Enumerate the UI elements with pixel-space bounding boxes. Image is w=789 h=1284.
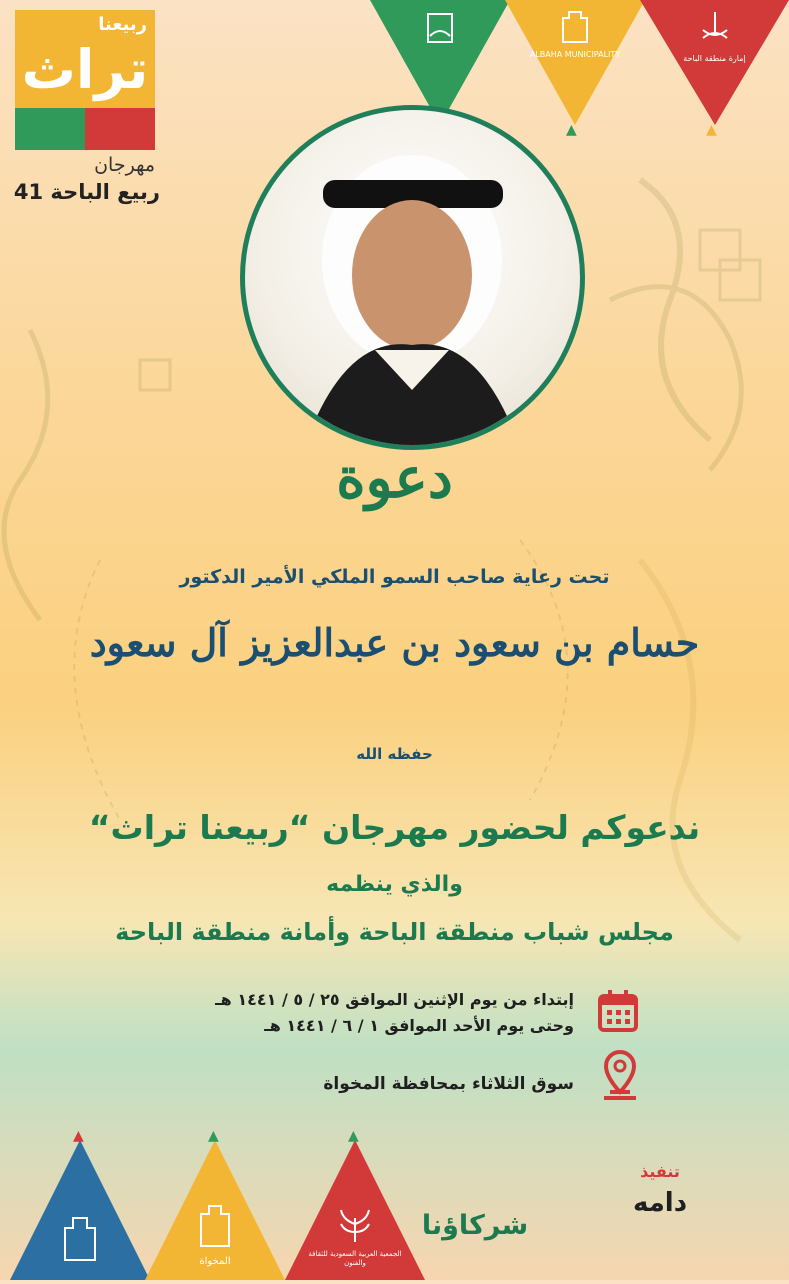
organizer-intro: والذي ينظمه	[326, 872, 463, 897]
festival-label: مهرجان	[94, 154, 155, 176]
pennant-emirate	[640, 0, 789, 140]
patronage-line: تحت رعاية صاحب السمو الملكي الأمير الدكتور	[179, 566, 610, 588]
partners-label: شركاؤنا	[421, 1210, 529, 1241]
location-text: سوق الثلاثاء بمحافظة المخواة	[323, 1074, 574, 1094]
tower-icon	[193, 1200, 237, 1250]
location-pin-icon	[600, 1048, 640, 1108]
pennant-albaha-municipality	[505, 0, 645, 140]
partner-logo-yellow	[145, 1140, 285, 1280]
exec-label: تنفيذ	[640, 1162, 680, 1181]
invitation-line: ندعوكم لحضور مهرجان “ربيعنا تراث“	[88, 808, 701, 847]
blessing: حفظه الله	[356, 745, 433, 763]
festival-name: ربيع الباحة 41	[13, 180, 160, 204]
partner-name-mikhwa: المخواة	[199, 1256, 231, 1267]
partner-logo-blue	[10, 1140, 150, 1280]
pennant-label-municipality: ALBAHA MUNICIPALITY	[529, 50, 621, 59]
partner-name-culture: الجمعية العربية السعودية للثقافة والفنون	[308, 1250, 402, 1267]
arrow-deco-icon: ▲	[208, 1128, 219, 1144]
saudi-emblem-icon	[695, 8, 735, 48]
emblem-icon	[420, 8, 460, 48]
prince-name: حسام بن سعود بن عبدالعزيز آل سعود	[89, 620, 700, 665]
exec-name: دامه	[632, 1188, 688, 1218]
festival-logo	[15, 10, 155, 150]
date-start: إبتداء من يوم الإثنين الموافق ٢٥ / ٥ / ١٤٤١ هـ	[215, 990, 574, 1009]
logo-line2: تراث	[21, 38, 149, 101]
calendar-icon	[597, 988, 639, 1038]
partner-logo-red	[285, 1140, 425, 1280]
fortress-icon	[557, 6, 593, 46]
logo-line1: ربيعنا	[98, 14, 147, 35]
arrow-deco-icon: ▲	[566, 122, 577, 138]
invite-title: دعوة	[336, 445, 453, 511]
arrow-deco-icon: ▲	[73, 1128, 84, 1144]
organizer-name: مجلس شباب منطقة الباحة وأمانة منطقة الباحة	[115, 918, 674, 946]
pennant-label-emirate: إمارة منطقة الباحة	[683, 54, 746, 63]
date-end: وحتى يوم الأحد الموافق ١ / ٦ / ١٤٤١ هـ	[264, 1016, 574, 1035]
heritage-building-icon	[55, 1210, 105, 1265]
arrow-deco-icon: ▲	[706, 122, 717, 138]
culture-arts-icon	[335, 1206, 375, 1246]
arrow-deco-icon: ▲	[348, 1128, 359, 1144]
portrait-photo	[240, 105, 585, 450]
